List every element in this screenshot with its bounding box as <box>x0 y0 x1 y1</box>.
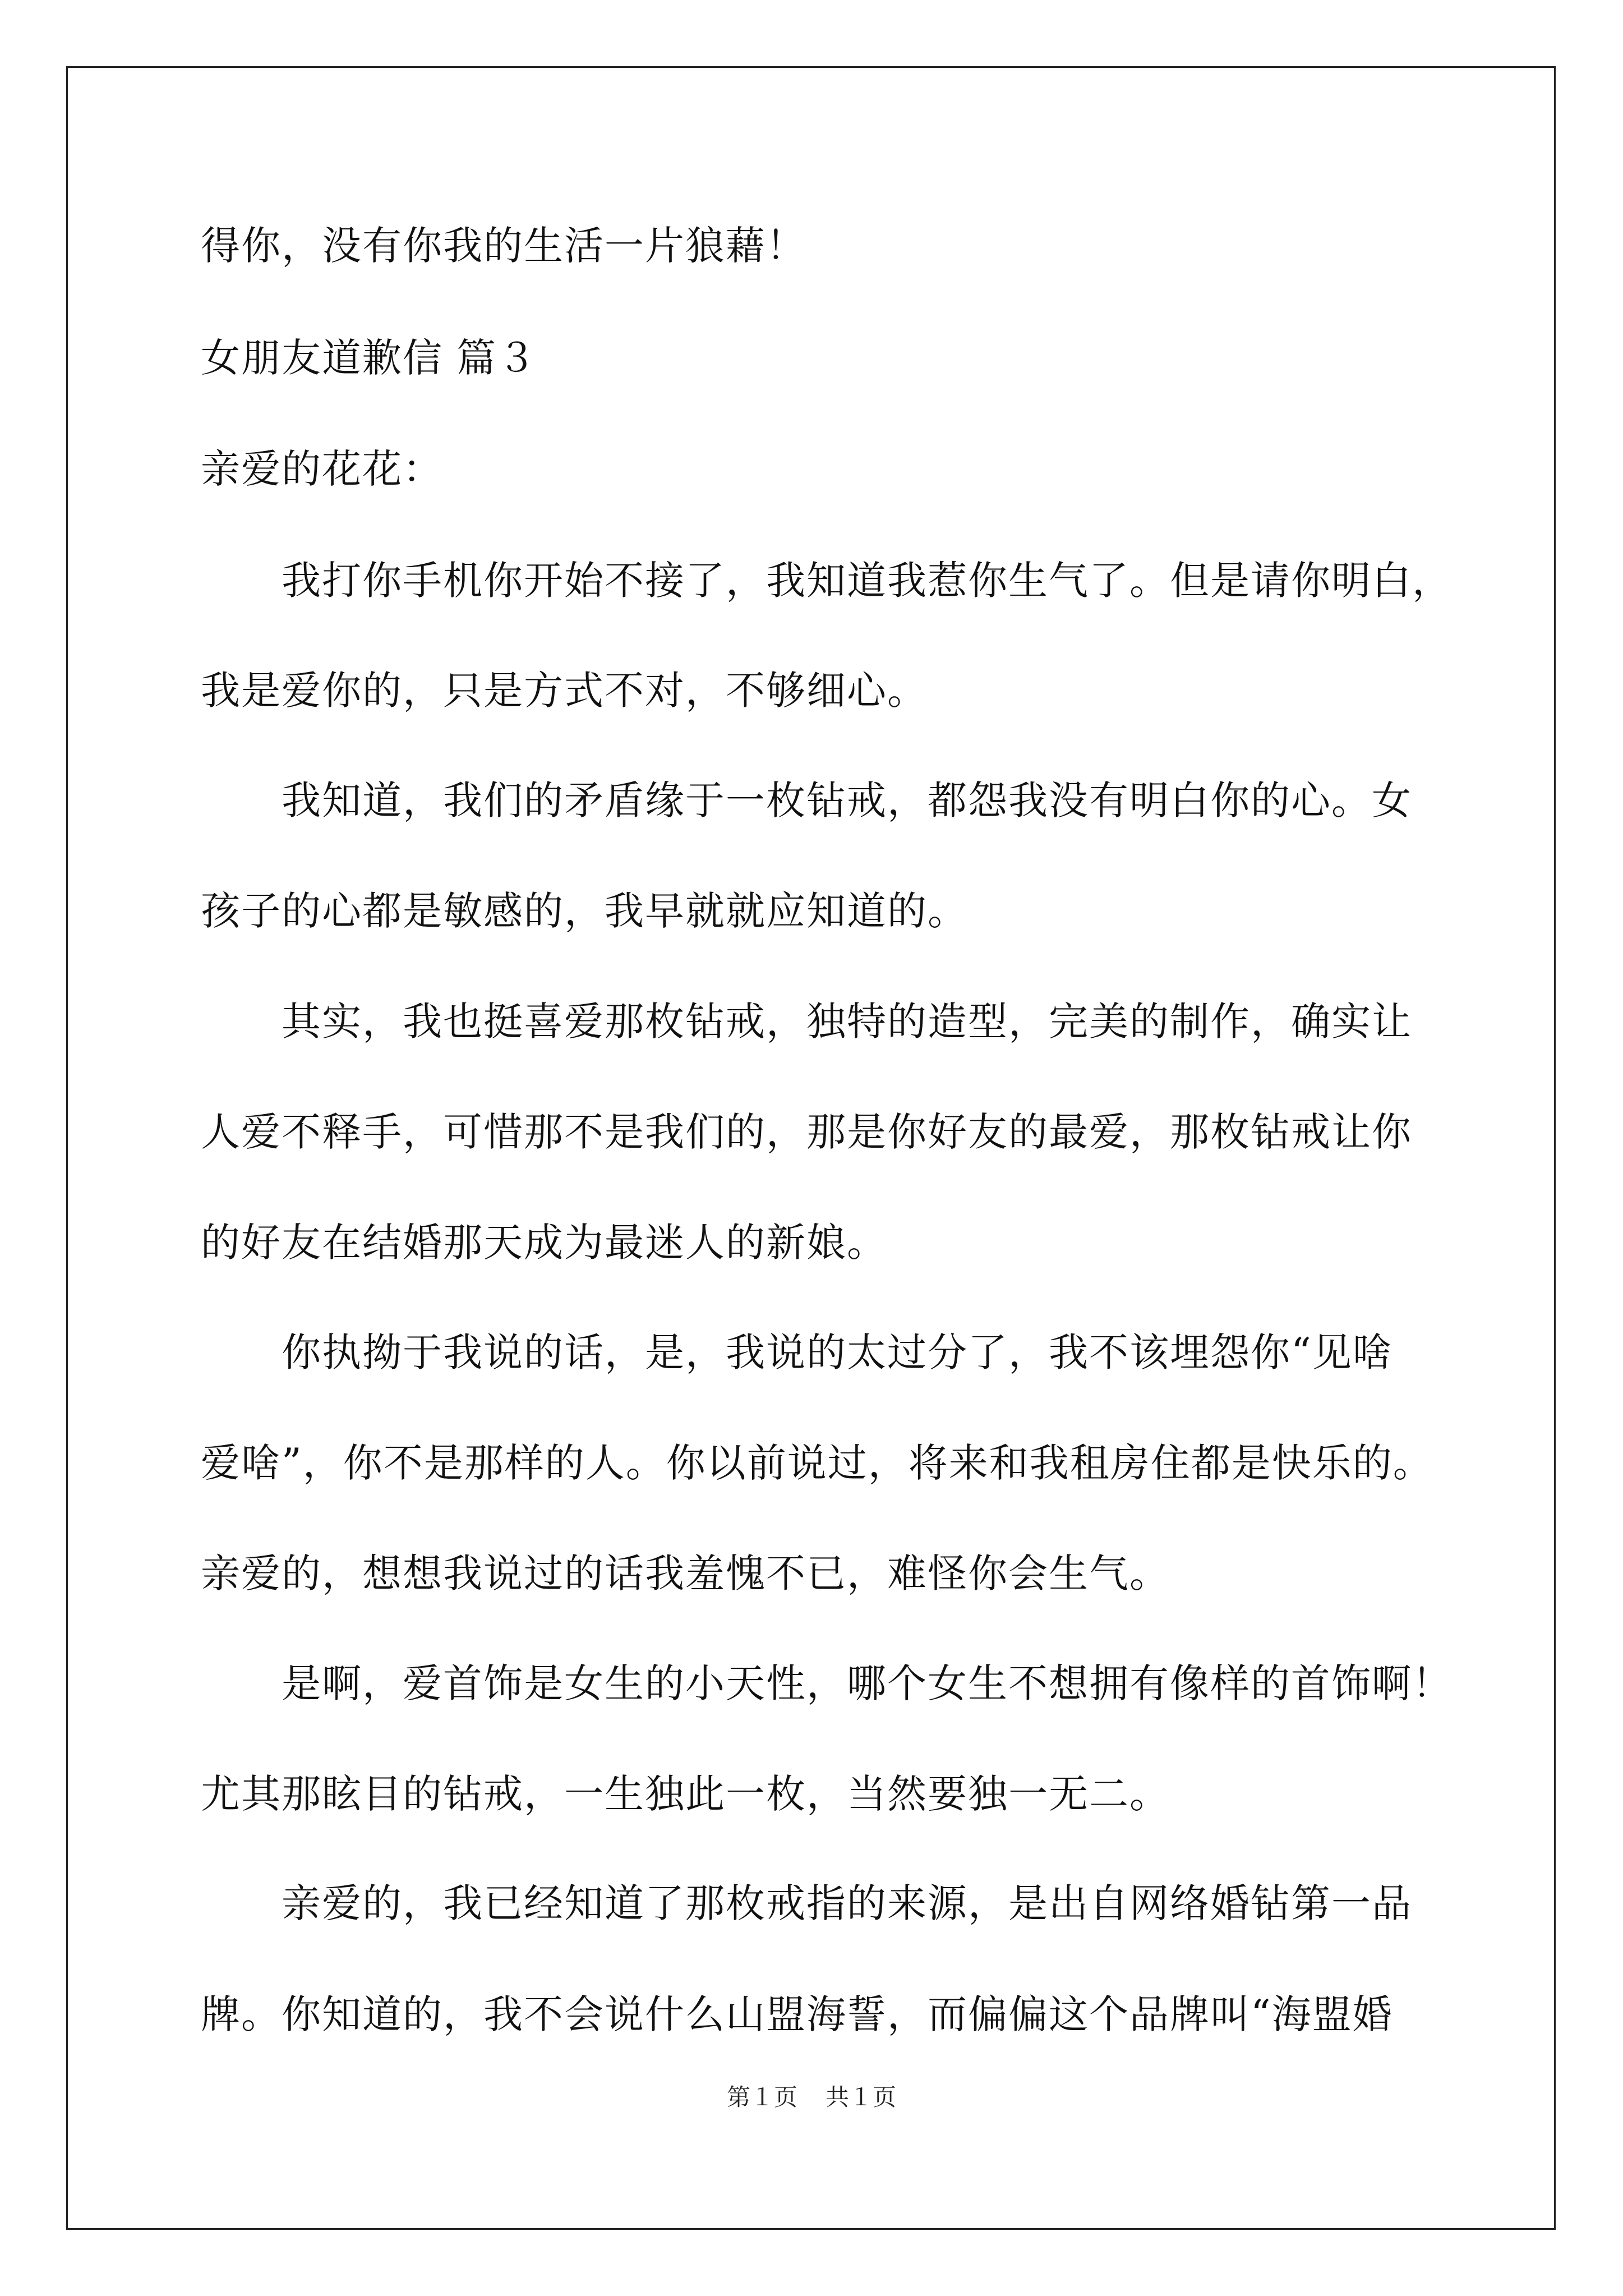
text-line: 的好友在结婚那天成为最迷人的新娘。 <box>201 1220 887 1266</box>
text-line: 你执拗于我说的话，是，我说的太过分了，我不该埋怨你“见啥 <box>282 1329 1393 1375</box>
text-line: 孩子的心都是敏感的，我早就就应知道的。 <box>201 888 968 934</box>
page-footer <box>0 2079 1623 2113</box>
section-heading: 女朋友道歉信 篇３ <box>201 335 538 381</box>
text-line: 是啊，爱首饰是女生的小天性，哪个女生不想拥有像样的首饰啊！ <box>282 1660 1453 1706</box>
text-line: 亲爱的，想想我说过的话我羞愧不已，难怪你会生气。 <box>201 1550 1170 1596</box>
text-line: 得你，没有你我的生活一片狼藉！ <box>201 223 806 269</box>
text-line: 我知道，我们的矛盾缘于一枚钻戒，都怨我没有明白你的心。女 <box>282 777 1412 823</box>
text-line: 亲爱的，我已经知道了那枚戒指的来源，是出自网络婚钻第一品 <box>282 1880 1412 1926</box>
text-line: 我是爱你的，只是方式不对，不够细心。 <box>201 668 928 714</box>
page-total: 共１页 <box>826 2085 897 2111</box>
text-line: 人爱不释手，可惜那不是我们的，那是你好友的最爱，那枚钻戒让你 <box>201 1109 1412 1155</box>
text-line: 其实，我也挺喜爱那枚钻戒，独特的造型，完美的制作，确实让 <box>282 999 1412 1045</box>
text-line: 我打你手机你开始不接了，我知道我惹你生气了。但是请你明白， <box>282 558 1453 604</box>
text-line: 尤其那眩目的钻戒，一生独此一枚，当然要独一无二。 <box>201 1771 1170 1817</box>
page-number: 第１页 <box>726 2085 797 2111</box>
text-line: 爱啥”，你不是那样的人。你以前说过，将来和我租房住都是快乐的。 <box>201 1440 1433 1486</box>
text-line: 牌。你知道的，我不会说什么山盟海誓，而偏偏这个品牌叫“海盟婚 <box>201 1991 1393 2037</box>
salutation: 亲爱的花花： <box>201 446 443 492</box>
